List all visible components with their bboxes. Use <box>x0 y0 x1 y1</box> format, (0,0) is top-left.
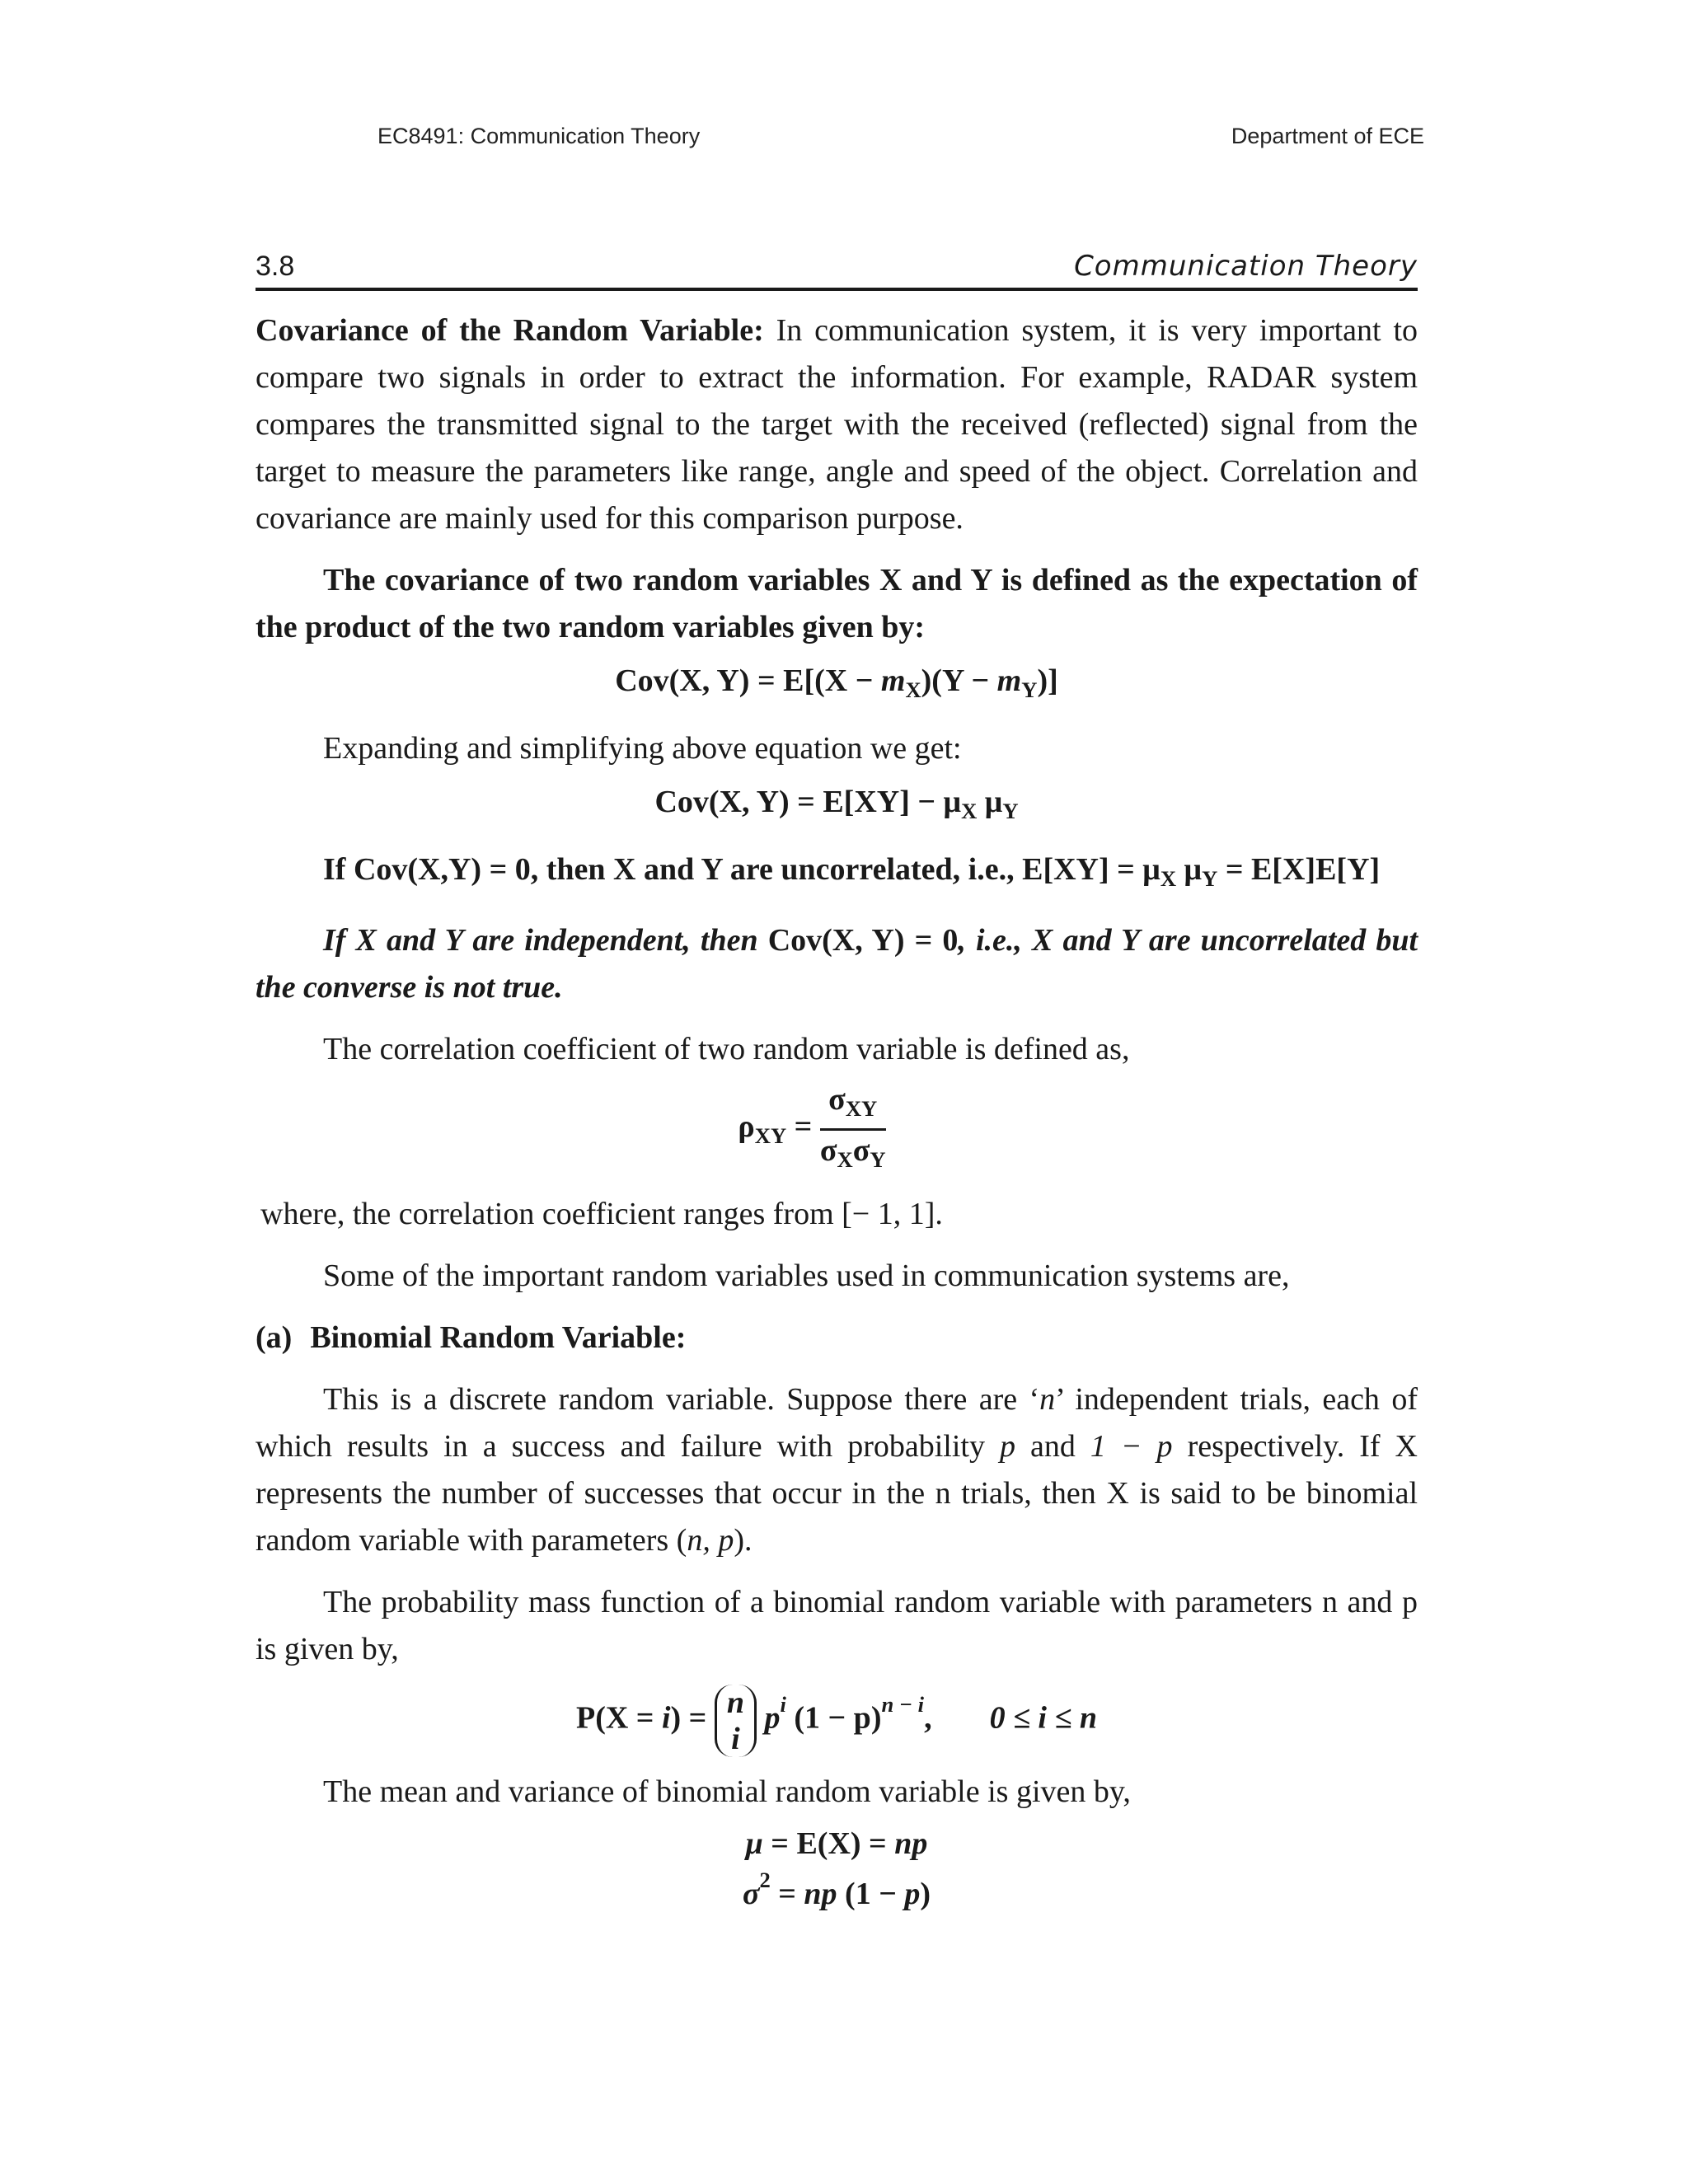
uncorrelated-statement: If Cov(X,Y) = 0, then X and Y are uncorrelated, i.e., $E[XY] = \mu_X$ $\mu_Y = E[X]E[Y]$ <box>323 851 1381 891</box>
page-number: 3.8 <box>256 251 295 282</box>
correlation-range: where, the correlation coefficient ranges from [− 1, 1]. <box>260 1196 943 1231</box>
mean-variance-intro: The mean and variance of binomial random variable is given by, <box>323 1774 1131 1809</box>
binomial-coefficient: n i <box>715 1685 757 1757</box>
course-code: EC8491: Communication Theory <box>377 124 701 148</box>
equation-variance: $\sigma^2$ = np (1 − p) <box>742 1867 931 1911</box>
important-variables-intro: Some of the important random variables used in communication systems are, <box>323 1258 1290 1293</box>
correlation-intro: The correlation coefficient of two random variable is defined as, <box>323 1031 1130 1066</box>
independence-statement: If X and Y are independent, then Cov(X, Y) = 0, i.e., X and Y are uncorrelated but the converse is not true. <box>256 922 1418 1005</box>
expanding-text: Expanding and simplifying above equation we get: <box>323 730 962 766</box>
covariance-heading: Covariance of the Random Variable: <box>256 313 764 348</box>
correlation-fraction: $\frac{\sigma_{XY}}{\sigma_X\sigma_Y}$ <box>820 1080 886 1179</box>
pmf-intro: The probability mass function of a binomial random variable with parameters n and p is given by, <box>256 1584 1418 1666</box>
book-header <box>256 243 1418 291</box>
binomial-title: Binomial Random Variable: <box>310 1319 687 1355</box>
equation-mean: μ = E(X) = np <box>745 1825 928 1861</box>
equation-correlation-coefficient: $\rho_{XY}$ = $\frac{\sigma_{XY}}{\sigma_X\sigma_Y}$ <box>206 1080 1418 1179</box>
binomial-label: (a) <box>256 1319 293 1355</box>
book-title: Communication Theory <box>1074 250 1418 283</box>
content <box>256 307 1418 1918</box>
equation-covariance-expanded: Cov(X, $Y) = E[XY] - \mu_X$ $\mu_Y$ <box>654 784 1019 823</box>
equation-covariance: Cov(X, $Y) = E[(X - m_X)(Y - m_Y)]$ <box>615 663 1058 702</box>
running-header <box>377 124 1424 149</box>
page-body <box>256 243 1418 1918</box>
department: Department of ECE <box>1231 124 1424 148</box>
covariance-definition: The covariance of two random variables X and Y is defined as the expectation of the product of the two random variables given by: <box>256 563 1418 644</box>
binomial-heading <box>256 1315 1418 1361</box>
equation-binomial-pmf: P(X = i) = n i $p^i$ $(1 - p)^{n - i}$, 0 ≤ i ≤ n <box>576 1685 1097 1756</box>
binomial-description: This is a discrete random variable. Suppose there are ‘n’ independent trials, each of which results in a success and failure with probability p and 1 − p respectively. If X represents the number of successes that occur in the n trials, then X is said to be binomial random variable with parameters (n, p). <box>256 1381 1418 1558</box>
covariance-intro: Covariance of the Random Variable: In communication system, it is very important to compare two signals in order to extract the information. For example, RADAR system compares the transmitted signal to the target with the received (reflected) signal from the target to measure the parameters like range, angle and speed of the object. Correlation and covariance are mainly used for this comparison purpose. <box>256 313 1418 536</box>
